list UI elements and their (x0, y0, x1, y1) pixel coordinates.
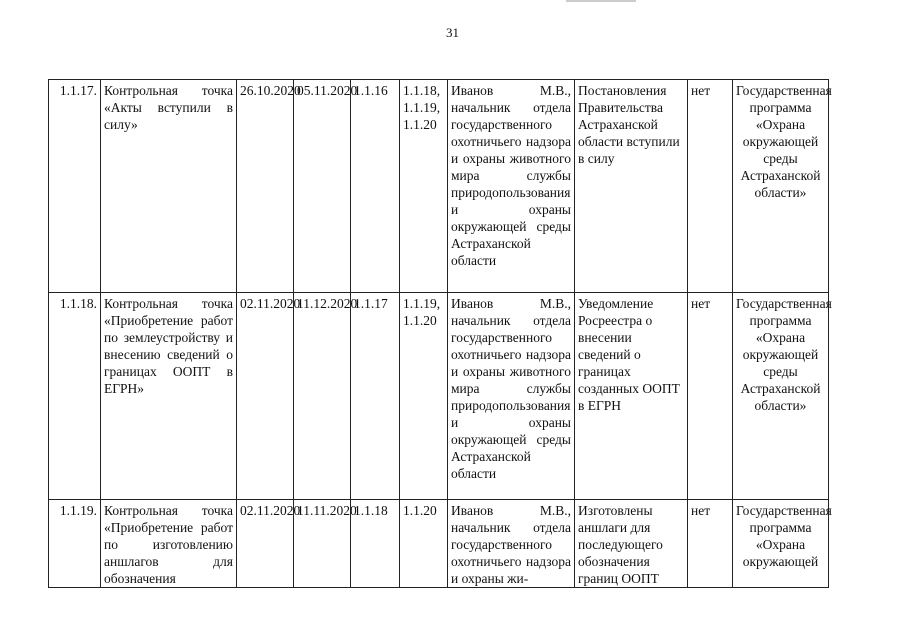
item-number: 1.1.19. (49, 500, 101, 588)
predecessor: 1.1.16 (351, 80, 400, 293)
program-name: Государственная программа «Охрана окружающей среды Астраханской области» (733, 293, 829, 500)
event-name: Контрольная точка «Акты вступили в силу» (101, 80, 237, 293)
page-number: 31 (446, 25, 459, 40)
end-date: 11.12.2020 (294, 293, 351, 500)
table-row (49, 500, 829, 588)
expected-result: Уведомление Росреестра о внесении сведений о границах созданных ООПТ в ЕГРН (575, 293, 688, 500)
event-name: Контрольная точка «Приобретение работ по изготовлению аншлагов для обозначения (101, 500, 237, 588)
successors: 1.1.18, 1.1.19, 1.1.20 (400, 80, 448, 293)
table-row (49, 80, 829, 293)
plan-table (48, 79, 832, 588)
successors: 1.1.20 (400, 500, 448, 588)
flag: нет (688, 293, 733, 500)
start-date: 26.10.2020 (237, 80, 294, 293)
scan-mark (566, 0, 636, 2)
table-row (49, 293, 829, 500)
program-name: Государственная программа «Охрана окружающей среды Астраханской области» (733, 80, 829, 293)
end-date: 11.11.2020 (294, 500, 351, 588)
program-name: Государственная программа «Охрана окружающей (733, 500, 829, 588)
expected-result: Изготовлены аншлаги для последующего обозначения границ ООПТ (575, 500, 688, 588)
responsible-person: Иванов М.В., начальник отдела государственного охотничьего надзора и охраны животного мира службы природопользования и охраны окружающей среды Астраханской области (448, 80, 575, 293)
start-date: 02.11.2020 (237, 293, 294, 500)
start-date: 02.11.2020 (237, 500, 294, 588)
responsible-person: Иванов М.В., начальник отдела государственного охотничьего надзора и охраны жи- (448, 500, 575, 588)
flag: нет (688, 500, 733, 588)
expected-result: Постановления Правительства Астраханской области вступили в силу (575, 80, 688, 293)
event-name: Контрольная точка «Приобретение работ по землеустройству и внесению сведений о границах ООПТ в ЕГРН» (101, 293, 237, 500)
flag: нет (688, 80, 733, 293)
successors: 1.1.19, 1.1.20 (400, 293, 448, 500)
responsible-person: Иванов М.В., начальник отдела государственного охотничьего надзора и охраны животного мира службы природопользования и охраны окружающей среды Астраханской области (448, 293, 575, 500)
predecessor: 1.1.17 (351, 293, 400, 500)
item-number: 1.1.17. (49, 80, 101, 293)
end-date: 05.11.2020 (294, 80, 351, 293)
item-number: 1.1.18. (49, 293, 101, 500)
predecessor: 1.1.18 (351, 500, 400, 588)
